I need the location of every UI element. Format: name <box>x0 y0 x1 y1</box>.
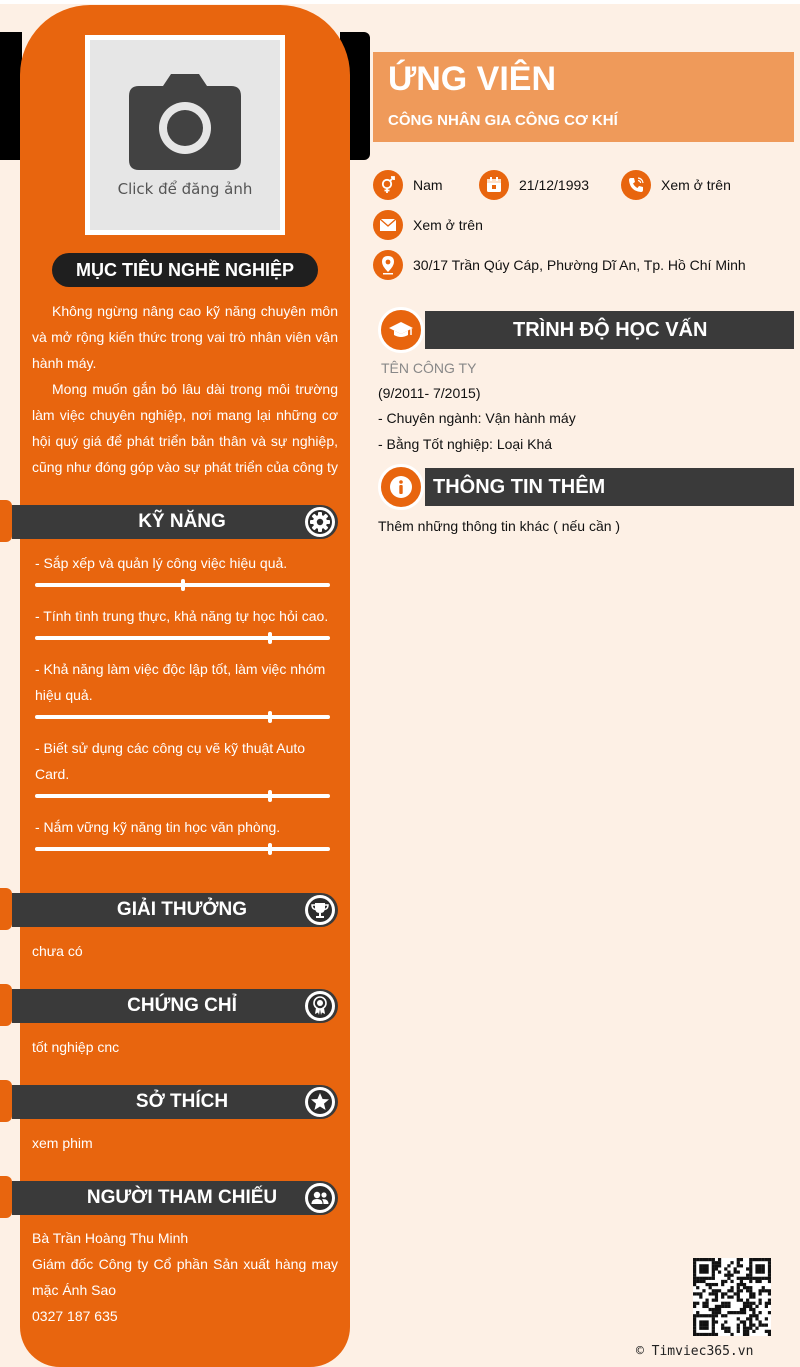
education-title: TRÌNH ĐỘ HỌC VẤN <box>513 319 708 341</box>
skill-level-bar <box>35 583 330 587</box>
education-period: (9/2011- 7/2015) <box>378 385 481 401</box>
phone-value: Xem ở trên <box>661 177 731 193</box>
skill-item-label: - Khả năng làm việc độc lập tốt, làm việc nhóm hiệu quả. <box>35 661 326 703</box>
hobbies-text: xem phim <box>32 1135 93 1151</box>
gender-icon <box>373 170 403 200</box>
medal-icon <box>305 991 335 1021</box>
skill-level-knob <box>268 790 272 802</box>
skill-level-bar <box>35 715 330 719</box>
education-header <box>425 311 794 349</box>
certificates-header <box>12 989 338 1023</box>
avatar-upload[interactable] <box>85 35 285 235</box>
section-tab <box>0 1080 12 1122</box>
job-title: CÔNG NHÂN GIA CÔNG CƠ KHÍ <box>388 112 618 129</box>
references-text <box>32 1225 338 1329</box>
objective-paragraph: Không ngừng nâng cao kỹ năng chuyên môn và mở rộng kiến thức trong vai trò nhân viên vận hành máy. <box>32 303 338 371</box>
education-company: TÊN CÔNG TY <box>381 360 477 376</box>
certificates-text: tốt nghiệp cnc <box>32 1039 120 1055</box>
skills-header <box>12 505 338 539</box>
awards-text: chưa có <box>32 943 83 959</box>
dob-value: 21/12/1993 <box>519 177 590 193</box>
candidate-name: ỨNG VIÊN <box>388 60 557 98</box>
photo-caption: Click để đăng ảnh <box>117 180 253 198</box>
people-icon <box>305 1183 335 1213</box>
email-icon <box>373 210 403 240</box>
skill-item-label: - Sắp xếp và quản lý công việc hiệu quả. <box>35 555 288 571</box>
skills-title: KỸ NĂNG <box>138 511 226 532</box>
objective-text <box>32 298 338 480</box>
hobbies-title: SỞ THÍCH <box>135 1091 229 1112</box>
hobbies-header <box>12 1085 338 1119</box>
info-icon <box>378 464 424 510</box>
skill-level-knob <box>268 843 272 855</box>
camera-icon <box>127 72 243 172</box>
references-header <box>12 1181 338 1215</box>
additional-text: Thêm những thông tin khác ( nếu cần ) <box>378 518 621 534</box>
gender-value: Nam <box>413 177 443 193</box>
star-icon <box>305 1087 335 1117</box>
footer-brand: © Timviec365.vn <box>636 1344 754 1359</box>
address-value: 30/17 Trần Qúy Cáp, Phường Dĩ An, Tp. Hồ Chí Minh <box>413 257 746 273</box>
reference-line: 0327 187 635 <box>32 1308 118 1324</box>
references-title: NGƯỜI THAM CHIẾU <box>86 1187 278 1208</box>
awards-header <box>12 893 338 927</box>
section-tab <box>0 888 12 930</box>
section-tab <box>0 1176 12 1218</box>
section-tab <box>0 500 12 542</box>
name-banner <box>373 52 794 142</box>
objective-paragraph: Mong muốn gắn bó lâu dài trong môi trường làm việc chuyên nghiệp, nơi mang lại những cơ hội quý giá để phát triển bản thân và sự nghiệp, cũng như đóng góp vào sự phát triển của công ty <box>32 381 338 475</box>
skill-level-knob <box>268 632 272 644</box>
reference-line: Bà Trần Hoàng Thu Minh <box>32 1230 189 1246</box>
qr-code <box>693 1258 771 1336</box>
top-border <box>0 0 800 4</box>
skill-item-label: - Tính tình trung thực, khả năng tự học hỏi cao. <box>35 608 329 624</box>
skill-level-knob <box>268 711 272 723</box>
section-tab <box>0 984 12 1026</box>
location-icon <box>373 250 403 280</box>
skill-item-label: - Biết sử dụng các công cụ vẽ kỹ thuật Auto Card. <box>35 740 306 782</box>
education-major: - Chuyên ngành: Vận hành máy <box>378 410 576 426</box>
skill-level-bar <box>35 636 330 640</box>
phone-icon <box>621 170 651 200</box>
additional-title: THÔNG TIN THÊM <box>433 476 606 498</box>
education-degree: - Bằng Tốt nghiệp: Loại Khá <box>378 436 553 452</box>
graduation-cap-icon <box>378 307 424 353</box>
additional-header <box>425 468 794 506</box>
skill-level-knob <box>181 579 185 591</box>
skill-level-bar <box>35 794 330 798</box>
reference-line: Giám đốc Công ty Cổ phần Sản xuất hàng may mặc Ánh Sao <box>32 1256 338 1298</box>
skill-level-bar <box>35 847 330 851</box>
trophy-icon <box>305 895 335 925</box>
calendar-icon <box>479 170 509 200</box>
objective-title: MỤC TIÊU NGHỀ NGHIỆP <box>52 253 318 287</box>
skill-item-label: - Nắm vững kỹ năng tin học văn phòng. <box>35 819 281 835</box>
email-value: Xem ở trên <box>413 217 483 233</box>
awards-title: GIẢI THƯỞNG <box>116 899 248 920</box>
certificates-title: CHỨNG CHỈ <box>127 995 237 1016</box>
gear-icon <box>305 507 335 537</box>
decor-black-left <box>0 32 22 160</box>
